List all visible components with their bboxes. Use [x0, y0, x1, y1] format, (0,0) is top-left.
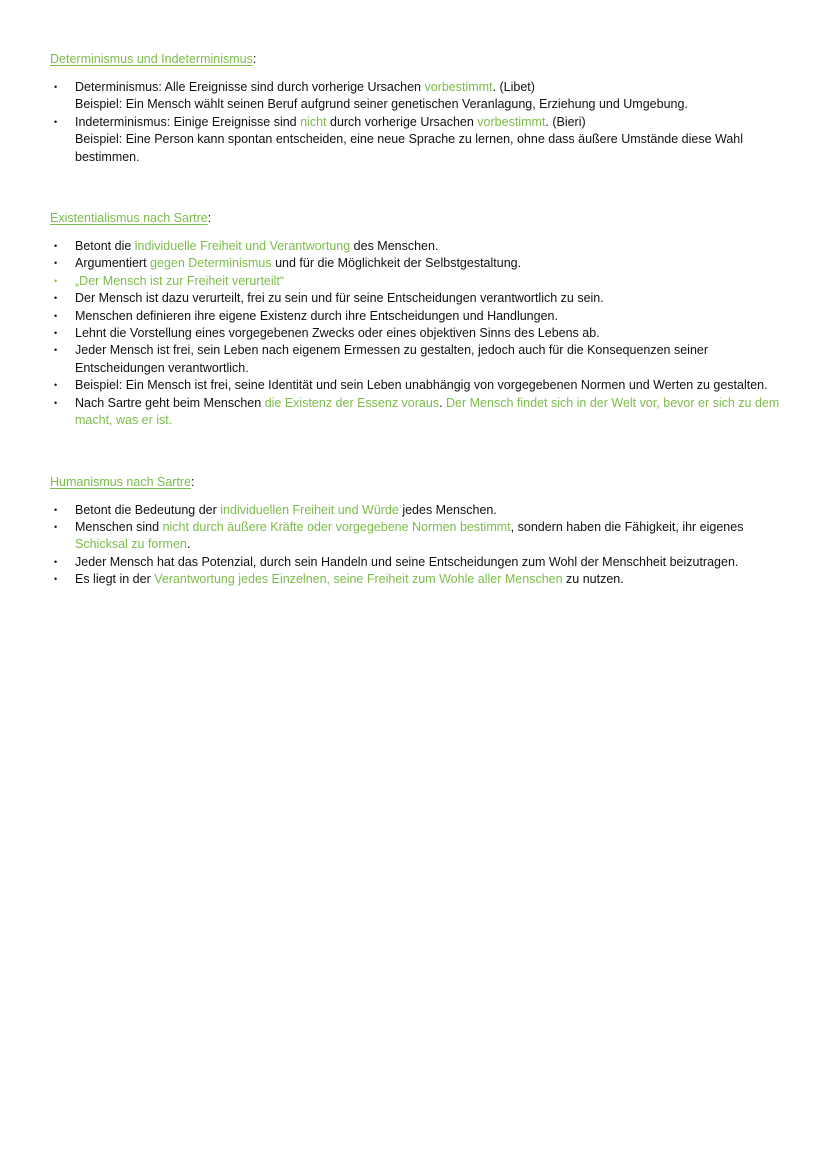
highlighted-text: nicht durch äußere Kräfte oder vorgegebene Normen bestimmt: [162, 519, 511, 534]
highlighted-text: gegen Determinismus: [150, 256, 272, 271]
heading-colon: :: [207, 211, 212, 226]
highlighted-text: individuelle Freiheit und Verantwortung: [134, 239, 351, 254]
text-segment: Betont die Bedeutung der: [75, 502, 221, 517]
bullet-list: [50, 502, 788, 589]
text-segment: Argumentiert: [75, 256, 151, 271]
list-item: [50, 255, 788, 272]
section-existentialismus: [50, 210, 788, 429]
text-segment: Lehnt die Vorstellung eines vorgegebenen Zwecks oder eines objektiven Sinns des Lebens ab.: [75, 326, 600, 341]
list-item: [50, 554, 788, 571]
list-item: [50, 519, 788, 554]
text-segment: .: [439, 395, 447, 410]
text-segment: zu nutzen.: [562, 572, 624, 587]
list-item: [50, 79, 788, 114]
text-segment: Menschen definieren ihre eigene Existenz durch ihre Entscheidungen und Handlungen.: [75, 308, 558, 323]
heading-title: Existentialismus nach Sartre: [50, 211, 208, 226]
highlighted-text: die Existenz der Essenz voraus: [264, 395, 440, 410]
text-segment: durch vorherige Ursachen: [326, 114, 478, 129]
highlighted-text: individuellen Freiheit und Würde: [220, 502, 399, 517]
list-item: [50, 571, 788, 588]
text-segment: Es liegt in der: [75, 572, 155, 587]
list-item: [50, 238, 788, 255]
list-item: [50, 377, 788, 394]
text-segment: Menschen sind: [75, 519, 163, 534]
heading-colon: :: [252, 52, 257, 66]
text-segment: . (Libet): [492, 80, 535, 94]
list-item: [50, 308, 788, 325]
text-segment: Jeder Mensch hat das Potenzial, durch sein Handeln und seine Entscheidungen zum Wohl der Menschheit beizutragen.: [75, 554, 739, 569]
heading-title: Humanismus nach Sartre: [50, 474, 192, 489]
bullet-list: [50, 238, 788, 429]
text-segment: Der Mensch ist dazu verurteilt, frei zu sein und für seine Entscheidungen verantwortlich zu sein.: [75, 291, 604, 306]
highlighted-text: vorbestimmt: [424, 80, 493, 94]
highlighted-text: vorbestimmt: [477, 114, 546, 129]
text-segment: Beispiel: Eine Person kann spontan entscheiden, eine neue Sprache zu lernen, ohne dass äußere Umstände diese Wahl bestimmen.: [75, 132, 744, 164]
text-segment: Betont die: [75, 239, 135, 254]
section-humanismus: [50, 474, 788, 589]
heading-colon: :: [191, 474, 195, 489]
section-heading: [50, 210, 788, 227]
heading-title: Determinismus und Indeterminismus: [50, 52, 253, 66]
highlighted-text: Schicksal zu formen: [75, 537, 187, 552]
text-segment: Beispiel: Ein Mensch wählt seinen Beruf aufgrund seiner genetischen Veranlagung, Erziehung und Umgebung.: [75, 97, 688, 112]
highlighted-text: Der Mensch findet sich in der Welt vor, bevor er sich zu dem macht, was er ist.: [75, 395, 780, 428]
highlighted-text: nicht: [300, 114, 327, 129]
section-heading: [50, 51, 788, 68]
highlighted-text: Verantwortung jedes Einzelnen, seine Freiheit zum Wohle aller Menschen: [154, 572, 563, 587]
list-item: [50, 114, 788, 166]
text-segment: und für die Möglichkeit der Selbstgestaltung.: [271, 256, 522, 271]
highlighted-quote: „Der Mensch ist zur Freiheit verurteilt“: [75, 273, 285, 288]
text-segment: des Menschen.: [350, 239, 439, 254]
list-item: [50, 502, 788, 519]
list-item-quote: [50, 273, 788, 290]
list-item: [50, 342, 788, 377]
text-segment: Indeterminismus: Einige Ereignisse sind: [75, 114, 301, 129]
text-segment: .: [186, 537, 191, 552]
section-determinismus: [50, 51, 788, 166]
list-item: [50, 325, 788, 342]
list-item: [50, 290, 788, 307]
text-segment: jedes Menschen.: [398, 502, 497, 517]
bullet-list: [50, 79, 788, 166]
text-segment: Determinismus: Alle Ereignisse sind durch vorherige Ursachen: [75, 80, 425, 94]
section-heading: [50, 474, 788, 491]
text-segment: Jeder Mensch ist frei, sein Leben nach eigenem Ermessen zu gestalten, jedoch auch für die Konsequenzen seiner Entscheidungen verantwortlich.: [75, 343, 709, 375]
text-segment: Beispiel: Ein Mensch ist frei, seine Identität und sein Leben unabhängig von vorgegebenen Normen und Werten zu gestalten.: [75, 378, 768, 393]
text-segment: , sondern haben die Fähigkeit, ihr eigenes: [510, 519, 744, 534]
text-segment: . (Bieri): [545, 114, 586, 129]
text-segment: Nach Sartre geht beim Menschen: [75, 395, 265, 410]
list-item: [50, 395, 788, 430]
